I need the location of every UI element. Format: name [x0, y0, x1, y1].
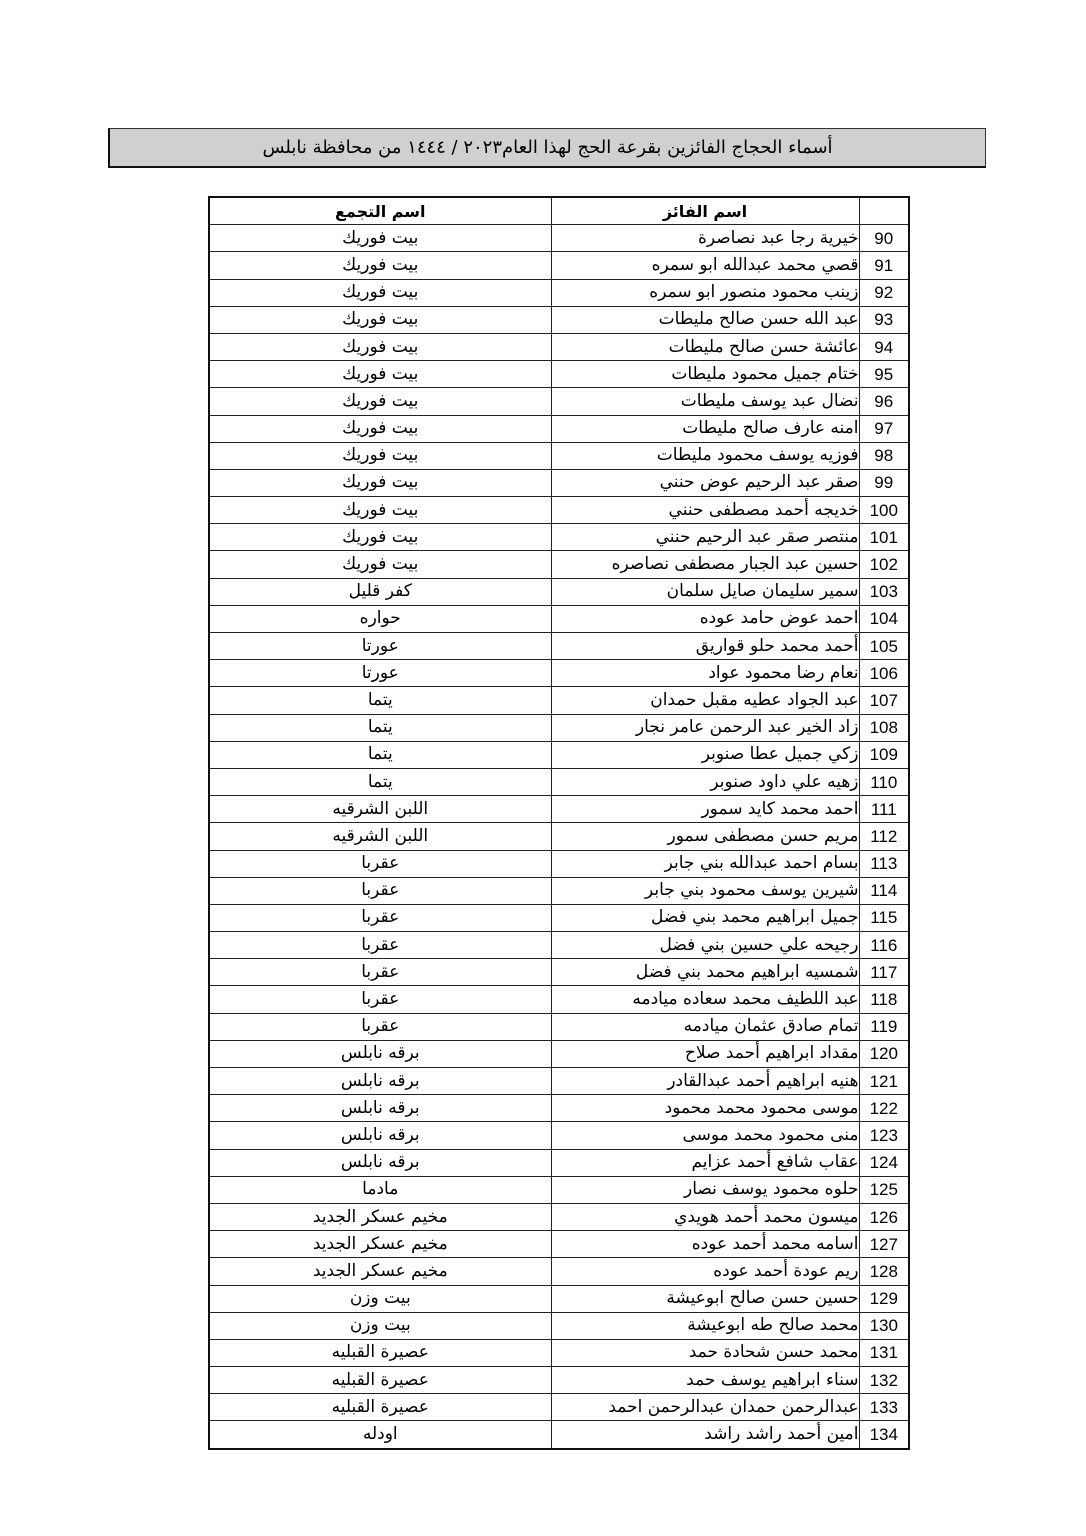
row-number: 114 [859, 877, 909, 904]
table-row [209, 1176, 909, 1203]
table-row [209, 1258, 909, 1285]
table-row [209, 687, 909, 714]
winner-name: مريم حسن مصطفى سمور [551, 823, 859, 850]
winner-name: قصي محمد عبدالله ابو سمره [551, 252, 859, 279]
row-number: 133 [859, 1394, 909, 1421]
group-name: عقربا [209, 877, 551, 904]
winner-name: زاد الخير عبد الرحمن عامر نجار [551, 714, 859, 741]
table-row [209, 1013, 909, 1040]
table-row [209, 660, 909, 687]
table-row [209, 1394, 909, 1421]
table-row [209, 796, 909, 823]
winner-name: امنه عارف صالح مليطات [551, 415, 859, 442]
table-row [209, 497, 909, 524]
table-row [209, 932, 909, 959]
group-name: برقه نابلس [209, 1122, 551, 1149]
group-name: اللبن الشرقيه [209, 796, 551, 823]
winner-name: نضال عبد يوسف مليطات [551, 388, 859, 415]
group-name: برقه نابلس [209, 1095, 551, 1122]
row-number: 132 [859, 1367, 909, 1394]
table-row [209, 306, 909, 333]
row-number: 126 [859, 1203, 909, 1230]
winner-name: فوزيه يوسف محمود مليطات [551, 442, 859, 469]
row-number: 120 [859, 1040, 909, 1067]
table-row [209, 959, 909, 986]
table-row [209, 551, 909, 578]
winner-name: امين أحمد راشد راشد [551, 1421, 859, 1449]
row-number: 96 [859, 388, 909, 415]
table-row [209, 850, 909, 877]
group-name: بيت فوريك [209, 225, 551, 252]
group-name: عقربا [209, 850, 551, 877]
header-group-name: اسم التجمع [209, 197, 551, 225]
row-number: 116 [859, 932, 909, 959]
table-row [209, 1203, 909, 1230]
table-row [209, 823, 909, 850]
table-row [209, 1095, 909, 1122]
group-name: مخيم عسكر الجديد [209, 1231, 551, 1258]
winner-name: عائشة حسن صالح مليطات [551, 333, 859, 360]
winner-name: خديجه أحمد مصطفى حنني [551, 497, 859, 524]
row-number: 109 [859, 741, 909, 768]
table-row [209, 578, 909, 605]
table-row [209, 904, 909, 931]
row-number: 94 [859, 333, 909, 360]
row-number: 105 [859, 633, 909, 660]
group-name: بيت فوريك [209, 497, 551, 524]
winner-name: اسامه محمد أحمد عوده [551, 1231, 859, 1258]
row-number: 112 [859, 823, 909, 850]
winner-name: هنيه ابراهيم أحمد عبدالقادر [551, 1068, 859, 1095]
table-row [209, 877, 909, 904]
winner-name: موسى محمود محمد محمود [551, 1095, 859, 1122]
winners-table [208, 196, 910, 1450]
row-number: 91 [859, 252, 909, 279]
group-name: بيت وزن [209, 1312, 551, 1339]
row-number: 107 [859, 687, 909, 714]
group-name: بيت فوريك [209, 306, 551, 333]
table-row [209, 415, 909, 442]
group-name: عقربا [209, 959, 551, 986]
group-name: عقربا [209, 986, 551, 1013]
group-name: بيت فوريك [209, 252, 551, 279]
group-name: يتما [209, 741, 551, 768]
row-number: 123 [859, 1122, 909, 1149]
row-number: 129 [859, 1285, 909, 1312]
winner-name: حلوه محمود يوسف نصار [551, 1176, 859, 1203]
group-name: عقربا [209, 932, 551, 959]
group-name: يتما [209, 768, 551, 795]
table-row [209, 1149, 909, 1176]
table-row [209, 225, 909, 252]
group-name: بيت فوريك [209, 361, 551, 388]
row-number: 134 [859, 1421, 909, 1449]
winner-name: زهيه علي داود صنوبر [551, 768, 859, 795]
table-row [209, 1421, 909, 1449]
winner-name: أحمد محمد حلو قواريق [551, 633, 859, 660]
winner-name: ميسون محمد أحمد هويدي [551, 1203, 859, 1230]
row-number: 110 [859, 768, 909, 795]
group-name: بيت فوريك [209, 524, 551, 551]
row-number: 130 [859, 1312, 909, 1339]
row-number: 118 [859, 986, 909, 1013]
row-number: 125 [859, 1176, 909, 1203]
table-row [209, 469, 909, 496]
winner-name: خيرية رجا عبد نصاصرة [551, 225, 859, 252]
group-name: عقربا [209, 904, 551, 931]
winner-name: رجيحه علي حسين بني فضل [551, 932, 859, 959]
winner-name: صقر عبد الرحيم عوض حنني [551, 469, 859, 496]
row-number: 113 [859, 850, 909, 877]
row-number: 95 [859, 361, 909, 388]
row-number: 119 [859, 1013, 909, 1040]
row-number: 111 [859, 796, 909, 823]
table-row [209, 524, 909, 551]
winner-name: ريم عودة أحمد عوده [551, 1258, 859, 1285]
document-title-bar [108, 128, 986, 168]
row-number: 100 [859, 497, 909, 524]
group-name: يتما [209, 687, 551, 714]
row-number: 106 [859, 660, 909, 687]
winner-name: عقاب شافع أحمد عزايم [551, 1149, 859, 1176]
table-row [209, 1040, 909, 1067]
table-row [209, 714, 909, 741]
group-name: مخيم عسكر الجديد [209, 1258, 551, 1285]
group-name: حواره [209, 605, 551, 632]
winner-name: سناء ابراهيم يوسف حمد [551, 1367, 859, 1394]
table-row [209, 633, 909, 660]
table-row [209, 1122, 909, 1149]
group-name: عصيرة القبليه [209, 1394, 551, 1421]
winner-name: زينب محمود منصور ابو سمره [551, 279, 859, 306]
table-row [209, 741, 909, 768]
row-number: 98 [859, 442, 909, 469]
group-name: برقه نابلس [209, 1149, 551, 1176]
group-name: مادما [209, 1176, 551, 1203]
group-name: عورتا [209, 660, 551, 687]
winner-name: محمد صالح طه ابوعيشة [551, 1312, 859, 1339]
header-winner-name: اسم الفائز [551, 197, 859, 225]
winner-name: تمام صادق عثمان ميادمه [551, 1013, 859, 1040]
row-number: 124 [859, 1149, 909, 1176]
group-name: اللبن الشرقيه [209, 823, 551, 850]
table-row [209, 279, 909, 306]
winner-name: سمير سليمان صايل سلمان [551, 578, 859, 605]
group-name: عورتا [209, 633, 551, 660]
row-number: 108 [859, 714, 909, 741]
winner-name: محمد حسن شحادة حمد [551, 1339, 859, 1366]
row-number: 117 [859, 959, 909, 986]
winner-name: احمد محمد كايد سمور [551, 796, 859, 823]
table-row [209, 1339, 909, 1366]
winner-name: منى محمود محمد موسى [551, 1122, 859, 1149]
winner-name: مقداد ابراهيم أحمد صلاح [551, 1040, 859, 1067]
table-header-row [209, 197, 909, 225]
group-name: عصيرة القبليه [209, 1367, 551, 1394]
group-name: برقه نابلس [209, 1068, 551, 1095]
winner-name: عبدالرحمن حمدان عبدالرحمن احمد [551, 1394, 859, 1421]
group-name: بيت فوريك [209, 279, 551, 306]
table-row [209, 252, 909, 279]
table-row [209, 768, 909, 795]
header-number [859, 197, 909, 225]
table-row [209, 1312, 909, 1339]
document-title: أسماء الحجاج الفائزين بقرعة الحج لهذا العام٢٠٢٣ / ١٤٤٤ من محافظة نابلس [262, 137, 833, 158]
row-number: 115 [859, 904, 909, 931]
table-body [209, 225, 909, 1449]
row-number: 97 [859, 415, 909, 442]
group-name: عقربا [209, 1013, 551, 1040]
winner-name: زكي جميل عطا صنوبر [551, 741, 859, 768]
row-number: 102 [859, 551, 909, 578]
winner-name: احمد عوض حامد عوده [551, 605, 859, 632]
table-row [209, 442, 909, 469]
group-name: بيت فوريك [209, 415, 551, 442]
row-number: 122 [859, 1095, 909, 1122]
row-number: 90 [859, 225, 909, 252]
group-name: يتما [209, 714, 551, 741]
row-number: 92 [859, 279, 909, 306]
winner-name: حسين عبد الجبار مصطفى نصاصره [551, 551, 859, 578]
table-row [209, 1068, 909, 1095]
table-row [209, 361, 909, 388]
row-number: 131 [859, 1339, 909, 1366]
winner-name: عبد اللطيف محمد سعاده ميادمه [551, 986, 859, 1013]
table-row [209, 605, 909, 632]
group-name: بيت فوريك [209, 469, 551, 496]
winner-name: عبد الله حسن صالح مليطات [551, 306, 859, 333]
row-number: 93 [859, 306, 909, 333]
group-name: عصيرة القبليه [209, 1339, 551, 1366]
table-row [209, 1285, 909, 1312]
winner-name: حسين حسن صالح ابوعيشة [551, 1285, 859, 1312]
winner-name: عبد الجواد عطيه مقبل حمدان [551, 687, 859, 714]
row-number: 103 [859, 578, 909, 605]
table-row [209, 1231, 909, 1258]
row-number: 127 [859, 1231, 909, 1258]
winner-name: شمسيه ابراهيم محمد بني فضل [551, 959, 859, 986]
row-number: 99 [859, 469, 909, 496]
group-name: كفر قليل [209, 578, 551, 605]
winner-name: شيرين يوسف محمود بني جابر [551, 877, 859, 904]
winner-name: بسام احمد عبدالله بني جابر [551, 850, 859, 877]
table-row [209, 333, 909, 360]
row-number: 128 [859, 1258, 909, 1285]
group-name: بيت فوريك [209, 442, 551, 469]
group-name: بيت فوريك [209, 333, 551, 360]
winner-name: ختام جميل محمود مليطات [551, 361, 859, 388]
table-row [209, 986, 909, 1013]
table-row [209, 1367, 909, 1394]
group-name: بيت فوريك [209, 551, 551, 578]
group-name: مخيم عسكر الجديد [209, 1203, 551, 1230]
row-number: 104 [859, 605, 909, 632]
row-number: 101 [859, 524, 909, 551]
group-name: اودله [209, 1421, 551, 1449]
winner-name: جميل ابراهيم محمد بني فضل [551, 904, 859, 931]
row-number: 121 [859, 1068, 909, 1095]
winner-name: منتصر صقر عبد الرحيم حنني [551, 524, 859, 551]
winner-name: نعام رضا محمود عواد [551, 660, 859, 687]
group-name: بيت وزن [209, 1285, 551, 1312]
table-row [209, 388, 909, 415]
group-name: بيت فوريك [209, 388, 551, 415]
group-name: برقه نابلس [209, 1040, 551, 1067]
